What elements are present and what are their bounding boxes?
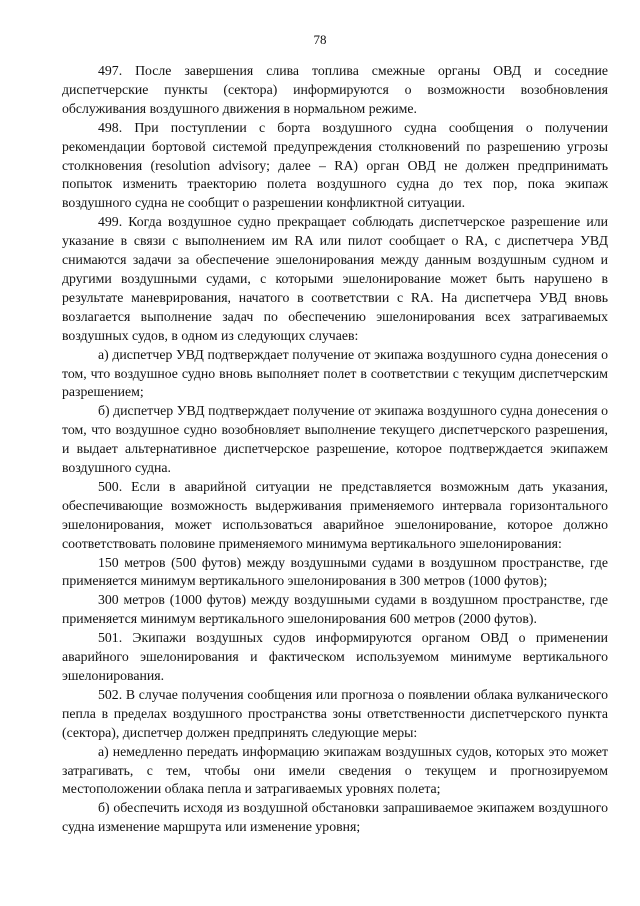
paragraph-499-a: а) диспетчер УВД подтверждает получение от экипажа воздушного судна донесения о том, что воздушное судно вновь выполняет полет в соответствии с текущим диспетчерским разрешением; xyxy=(62,346,608,400)
paragraph-501: 501. Экипажи воздушных судов информируются органом ОВД о применении аварийного эшелонирования и фактическом используемом минимуме вертикального эшелонирования. xyxy=(62,630,608,683)
paragraph-497: 497. После завершения слива топлива смежные органы ОВД и соседние диспетчерские пункты (сектора) информируются о возможности возобновления обслуживания воздушного движения в нормальном режиме. xyxy=(62,63,608,116)
paragraph-500-300m: 300 метров (1000 футов) между воздушными судами в воздушном пространстве, где применяется минимум вертикального эшелонирования 600 метров (2000 футов). xyxy=(62,592,608,627)
paragraph-502-b: б) обеспечить исходя из воздушной обстановки запрашиваемое экипажем воздушного судна изменение маршрута или изменение уровня; xyxy=(62,800,608,835)
paragraph-499-b: б) диспетчер УВД подтверждает получение от экипажа воздушного судна донесения о том, что воздушное судно возобновляет выполнение текущего диспетчерского разрешения, и выдает альтернативное диспетчерское разрешение, которое подтверждается экипажем воздушного судна. xyxy=(62,403,608,476)
page-number: 78 xyxy=(313,32,327,47)
paragraph-502: 502. В случае получения сообщения или прогноза о появлении облака вулканического пепла в пределах воздушного пространства зоны ответственности диспетчерского пункта (сектора), диспетчер должен предпринять следующие меры: xyxy=(62,686,608,740)
paragraph-500: 500. Если в аварийной ситуации не представляется возможным дать указания, обеспечивающие возможность выдерживания применяемого интервала горизонтального эшелонирования, может использоваться аварийное эшелонирование, которое должно соответствовать половине применяемого минимума вертикального эшелонирования: xyxy=(62,478,608,551)
document-body xyxy=(62,62,608,837)
paragraph-502-a: а) немедленно передать информацию экипажам воздушных судов, которых это может затрагивать, с тем, чтобы они имели сведения о текущем и прогнозируемом местоположении облака пепла и затрагиваемых уровнях полета; xyxy=(62,743,608,797)
paragraph-499: 499. Когда воздушное судно прекращает соблюдать диспетчерское разрешение или указание в связи с выполнением им RA или пилот сообщает о RA, с диспетчера УВД снимаются задачи за обеспечение эшелонирования между данным воздушным судном и другими воздушными судами, с которыми эшелонирование может быть нарушено в результате маневрирования, начатого в соответствии с RA. На диспетчера УВД вновь возлагается выполнение задач по обеспечению эшелонирования всех затрагиваемых воздушных судов, в одном из следующих случаев: xyxy=(62,214,608,343)
paragraph-500-150m: 150 метров (500 футов) между воздушными судами в воздушном пространстве, где применяется минимум вертикального эшелонирования в 300 метров (1000 футов); xyxy=(62,554,608,589)
paragraph-498: 498. При поступлении с борта воздушного судна сообщения о получении рекомендации бортовой системой предупреждения столкновений по разрешению угрозы столкновения (resolution advisory; далее – RA) орган ОВД не должен предпринимать попыток изменить траекторию полета воздушного судна до тех пор, пока экипаж воздушного судна не сообщит о разрешении конфликтной ситуации. xyxy=(62,119,608,211)
